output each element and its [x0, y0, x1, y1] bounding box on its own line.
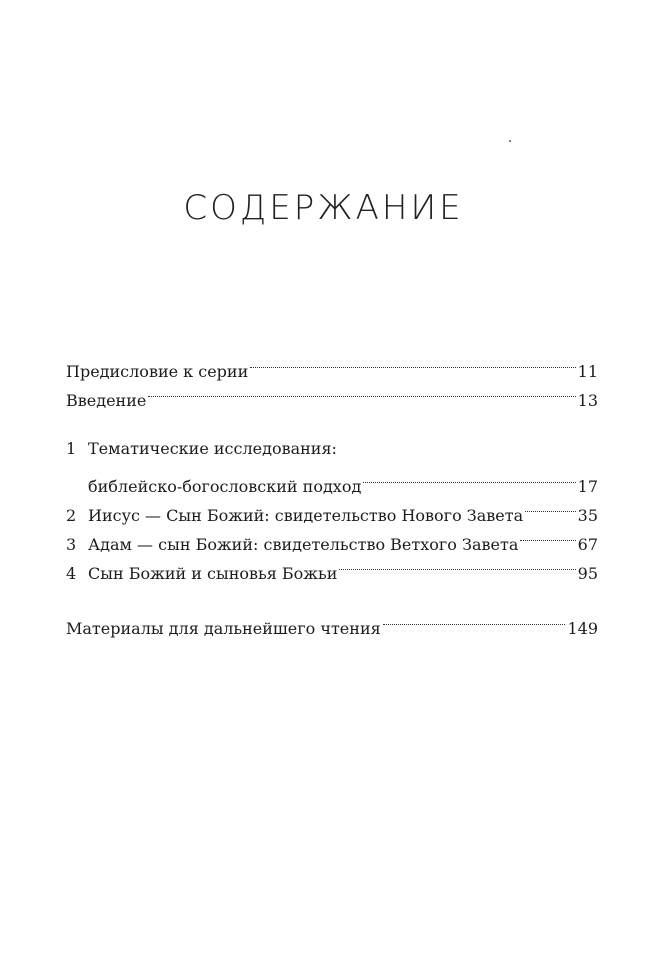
toc-entry-title: Материалы для дальнейшего чтения [66, 619, 381, 638]
toc-entry-title: Адам — сын Божий: свидетельство Ветхого Завета [88, 535, 519, 554]
toc-entry-title: Тематические исследования: [88, 439, 337, 458]
dot-leader [250, 348, 575, 377]
chapter-number: 1 [66, 439, 77, 458]
chapter-number: 4 [66, 564, 77, 583]
toc-page-number: 95 [577, 564, 598, 583]
toc-entry-title: библейско-богословский подход [88, 477, 362, 496]
page-title: СОДЕРЖАНИЕ [183, 188, 464, 228]
toc-chapter-1-line2[interactable] [66, 463, 598, 496]
dot-leader [363, 463, 575, 492]
toc-chapter-1-line1[interactable] [66, 434, 598, 463]
chapter-number: 3 [66, 535, 77, 554]
toc-entry-foreword[interactable] [66, 348, 598, 381]
toc-page-number: 11 [577, 362, 598, 381]
chapter-number: 2 [66, 506, 77, 525]
dot-leader [520, 521, 575, 550]
toc-entry-title: Предисловие к серии [66, 362, 249, 381]
dot-leader [339, 550, 575, 579]
toc-page-number: 17 [577, 477, 598, 496]
toc-entry-title: Сын Божий и сыновья Божьи [88, 564, 338, 583]
toc-page-number: 35 [577, 506, 598, 525]
toc-page-number: 67 [577, 535, 598, 554]
dot-leader [525, 492, 575, 521]
toc-entry-title: Введение [66, 391, 147, 410]
toc-page-number: 149 [567, 619, 598, 638]
toc-page-number: 13 [577, 391, 598, 410]
toc-entry-title: Иисус — Сын Божий: свидетельство Нового Завета [88, 506, 524, 525]
dot-leader [148, 377, 575, 406]
table-of-contents [66, 348, 598, 638]
toc-entry-further-reading[interactable] [66, 605, 598, 638]
dot-leader [383, 605, 566, 634]
print-speck [509, 140, 511, 142]
